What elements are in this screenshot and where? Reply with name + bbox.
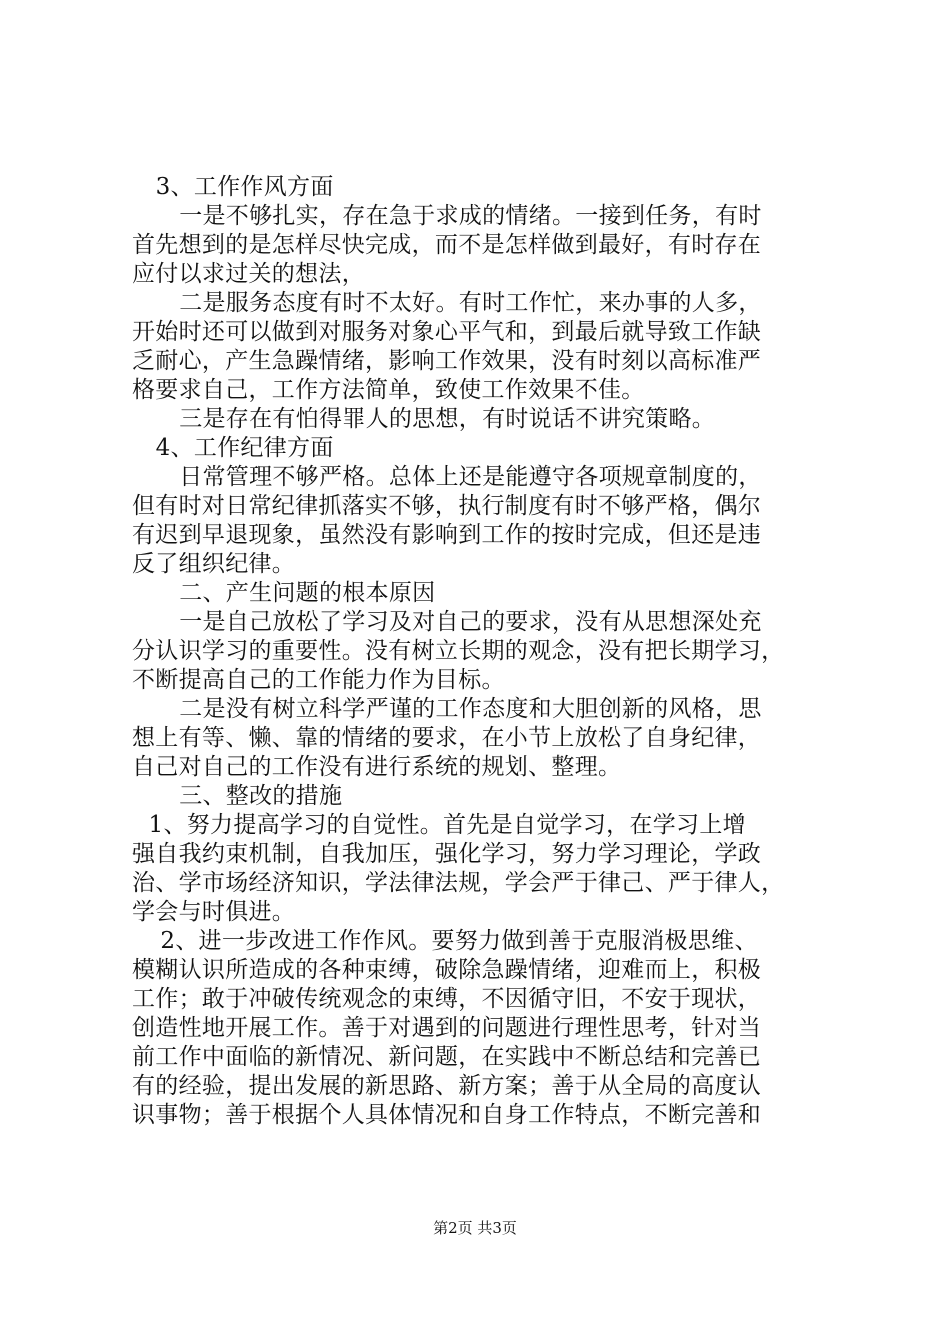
text-line: 自己对自己的工作没有进行系统的规划、整理。 [132, 754, 622, 780]
text-line: 格要求自己，工作方法简单，致使工作效果不佳。 [132, 377, 645, 403]
text-line: 2、进一步改进工作作风。要努力做到善于克服消极思维、 [160, 928, 758, 954]
text-line: 分认识学习的重要性。没有树立长期的观念，没有把长期学习， [132, 638, 785, 664]
text-line: 首先想到的是怎样尽快完成，而不是怎样做到最好，有时存在 [132, 232, 762, 258]
text-line: 二是服务态度有时不太好。有时工作忙，来办事的人多， [179, 290, 762, 316]
text-line: 反了组织纪律。 [132, 551, 296, 577]
text-line: 前工作中面临的新情况、新问题，在实践中不断总结和完善已 [132, 1044, 762, 1070]
text-line: 有的经验，提出发展的新思路、新方案；善于从全局的高度认 [132, 1073, 762, 1099]
text-line: 1、努力提高学习的自觉性。首先是自觉学习，在学习上增 [148, 812, 746, 838]
text-line: 但有时对日常纪律抓落实不够，执行制度有时不够严格，偶尔 [132, 493, 762, 519]
text-line: 一是自己放松了学习及对自己的要求，没有从思想深处充 [179, 609, 762, 635]
text-line: 日常管理不够严格。总体上还是能遵守各项规章制度的， [179, 464, 762, 490]
text-line: 不断提高自己的工作能力作为目标。 [132, 667, 505, 693]
text-line: 创造性地开展工作。善于对遇到的问题进行理性思考，针对当 [132, 1015, 762, 1041]
text-line: 想上有等、懒、靠的情绪的要求，在小节上放松了自身纪律， [132, 725, 762, 751]
text-line: 二、产生问题的根本原因 [179, 580, 436, 606]
text-line: 强自我约束机制，自我加压，强化学习，努力学习理论，学政 [132, 841, 762, 867]
text-line: 二是没有树立科学严谨的工作态度和大胆创新的风格，思 [179, 696, 762, 722]
text-line: 学会与时俱进。 [132, 899, 296, 925]
text-line: 4、工作纪律方面 [155, 435, 334, 461]
page-number-label: 第2页 共3页 [433, 1219, 517, 1237]
text-line: 一是不够扎实，存在急于求成的情绪。一接到任务，有时 [179, 203, 762, 229]
text-line: 工作；敢于冲破传统观念的束缚，不因循守旧，不安于现状， [132, 986, 762, 1012]
text-line: 应付以求过关的想法， [132, 261, 365, 287]
text-line: 三、整改的措施 [179, 783, 343, 809]
document-body [132, 173, 832, 1130]
page-footer [0, 1218, 950, 1238]
text-line: 3、工作作风方面 [155, 174, 334, 200]
text-line: 三是存在有怕得罪人的思想，有时说话不讲究策略。 [179, 406, 716, 432]
text-line: 开始时还可以做到对服务对象心平气和，到最后就导致工作缺 [132, 319, 762, 345]
text-line: 治、学市场经济知识，学法律法规，学会严于律己、严于律人， [132, 870, 785, 896]
text-line: 识事物；善于根据个人具体情况和自身工作特点，不断完善和 [132, 1102, 762, 1128]
text-line: 有迟到早退现象，虽然没有影响到工作的按时完成，但还是违 [132, 522, 762, 548]
text-line: 乏耐心，产生急躁情绪，影响工作效果，没有时刻以高标准严 [132, 348, 762, 374]
text-line: 模糊认识所造成的各种束缚，破除急躁情绪，迎难而上，积极 [132, 957, 762, 983]
